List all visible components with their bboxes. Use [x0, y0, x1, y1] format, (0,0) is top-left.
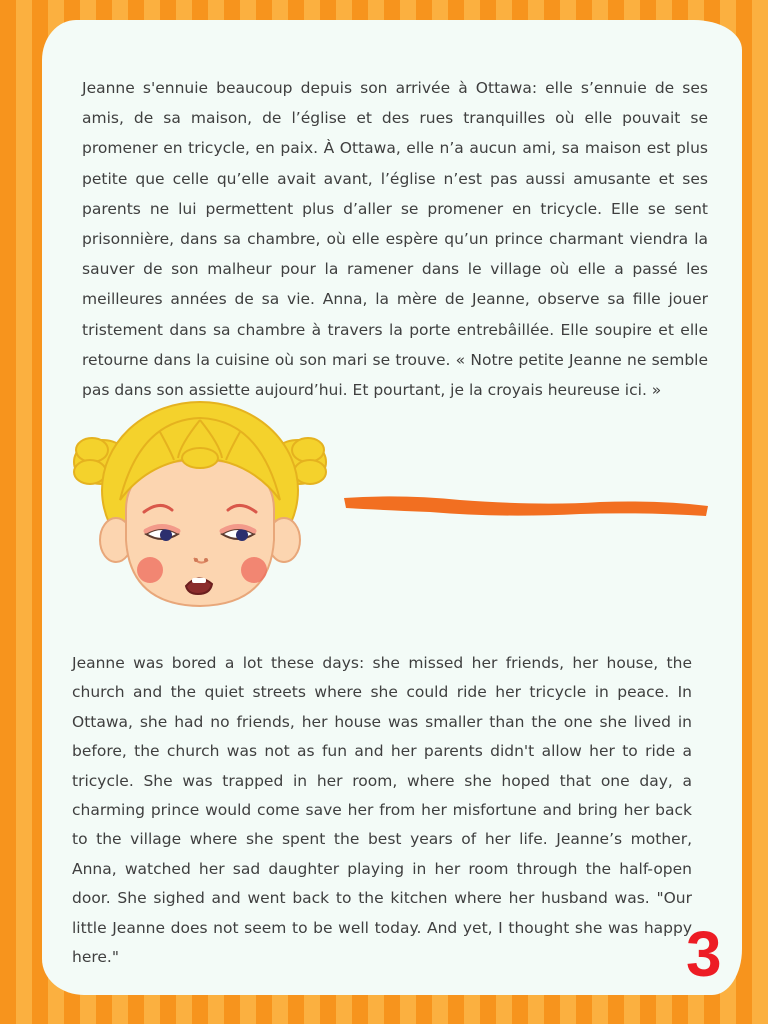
orange-brush-stroke [340, 488, 712, 522]
english-paragraph: Jeanne was bored a lot these days: she missed her friends, her house, the church and the quiet streets where she could ride her tricycle in peace. In Ottawa, she had no friends, her house was smaller than the one she lived in before, the church was not as fun and her parents didn't allow her to ride a tricycle. She was trapped in her room, where she hoped that one day, a charming prince would come save her from her misfortune and bring her back to the village where she spent the best years of her life. Jeanne’s mother, Anna, watched her sad daughter playing in her room through the half-open door. She sighed and went back to the kitchen where her husband was. "Our little Jeanne does not seem to be well today. And yet, I thought she was happy here." [72, 654, 692, 967]
page-number: 3 [686, 918, 722, 990]
sad-girl-illustration [70, 400, 330, 615]
french-paragraph: Jeanne s'ennuie beaucoup depuis son arrivée à Ottawa: elle s’ennuie de ses amis, de sa maison, de l’église et des rues tranquilles où elle pouvait se promener en tricycle, en paix. À Ottawa, elle n’a aucun ami, sa maison est plus petite que celle qu’elle avait avant, l’église n’est pas aussi amusante et ses parents ne lui permettent plus d’aller se promener en tricycle. Elle se sent prisonnière, dans sa chambre, où elle espère qu’un prince charmant viendra la sauver de son malheur pour la ramener dans le village où elle a passé les meilleures années de sa vie. Anna, la mère de Jeanne, observe sa fille jouer tristement dans sa chambre à travers la porte entrebâillée. Elle soupire et elle retourne dans la cuisine où son mari se trouve. « Notre petite Jeanne ne semble pas dans son assiette aujourd’hui. Et pourtant, je la croyais heureuse ici. » [82, 79, 708, 400]
